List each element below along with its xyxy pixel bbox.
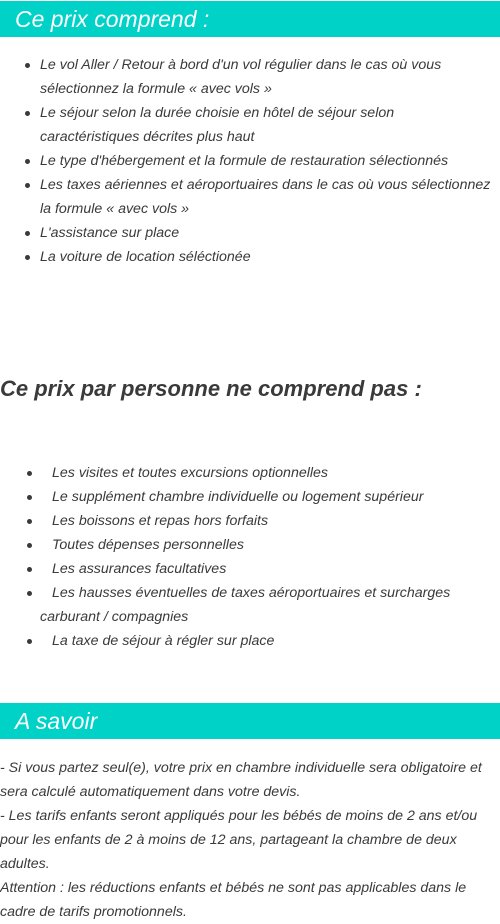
bullet-icon (25, 255, 30, 260)
excludes-list (0, 461, 500, 653)
includes-list (0, 53, 500, 269)
list-item (0, 509, 500, 533)
info-notes (0, 756, 500, 924)
list-item-text: Les boissons et repas hors forfaits (52, 513, 269, 529)
bullet-icon (27, 519, 32, 524)
list-item-text: La taxe de séjour à régler sur place (52, 633, 275, 649)
bullet-icon (25, 111, 30, 116)
excludes-heading: Ce prix par personne ne comprend pas : (0, 376, 422, 401)
bullet-icon (25, 159, 30, 164)
list-item-text: Les taxes aériennes et aéroportuaires dans le cas où vous sélectionnez la formule « avec vols » (40, 177, 491, 217)
list-item-text-continued: carburant / compagnies (40, 609, 189, 625)
bullet-icon (27, 567, 32, 572)
bullet-icon (27, 471, 32, 476)
includes-banner-title: Ce prix comprend : (0, 1, 500, 37)
list-item (0, 533, 500, 557)
list-item-text: Le type d'hébergement et la formule de restauration sélectionnés (40, 153, 449, 169)
bullet-icon (27, 639, 32, 644)
list-item-text: Les visites et toutes excursions optionnelles (52, 465, 329, 481)
list-item-text: La voiture de location séléctionée (40, 249, 251, 265)
list-item (0, 53, 500, 101)
bullet-icon (25, 231, 30, 236)
list-item-text: L'assistance sur place (40, 225, 180, 241)
info-paragraph: - Si vous partez seul(e), votre prix en chambre individuelle sera obligatoire et sera calculé automatiquement dans votre devis. (0, 760, 482, 800)
list-item (0, 221, 500, 245)
list-item (0, 485, 500, 509)
list-item (0, 245, 500, 269)
info-paragraph: Attention : les réductions enfants et bébés ne sont pas applicables dans le cadre de tarifs promotionnels. (0, 880, 467, 920)
bullet-icon (27, 591, 32, 596)
list-item-text: Le vol Aller / Retour à bord d'un vol régulier dans le cas où vous sélectionnez la formule « avec vols » (40, 57, 442, 97)
bullet-icon (25, 63, 30, 68)
list-item (0, 581, 500, 629)
list-item (0, 629, 500, 653)
bullet-icon (27, 543, 32, 548)
list-item-text: Toutes dépenses personnelles (52, 537, 244, 553)
list-item (0, 173, 500, 221)
list-item (0, 101, 500, 149)
list-item (0, 557, 500, 581)
info-banner-title: A savoir (0, 703, 500, 739)
info-paragraph: - Les tarifs enfants seront appliqués pour les bébés de moins de 2 ans et/ou pour les enfants de 2 à moins de 12 ans, partageant la chambre de deux adultes. (0, 808, 478, 872)
list-item-text: Le séjour selon la durée choisie en hôtel de séjour selon caractéristiques décrites plus haut (40, 105, 395, 145)
bullet-icon (27, 495, 32, 500)
list-item-text: Le supplément chambre individuelle ou logement supérieur (52, 489, 424, 505)
list-item-text: Les assurances facultatives (52, 561, 227, 577)
bullet-icon (25, 183, 30, 188)
list-item-text: Les hausses éventuelles de taxes aéroportuaires et surcharges (52, 585, 451, 601)
list-item (0, 149, 500, 173)
list-item (0, 461, 500, 485)
